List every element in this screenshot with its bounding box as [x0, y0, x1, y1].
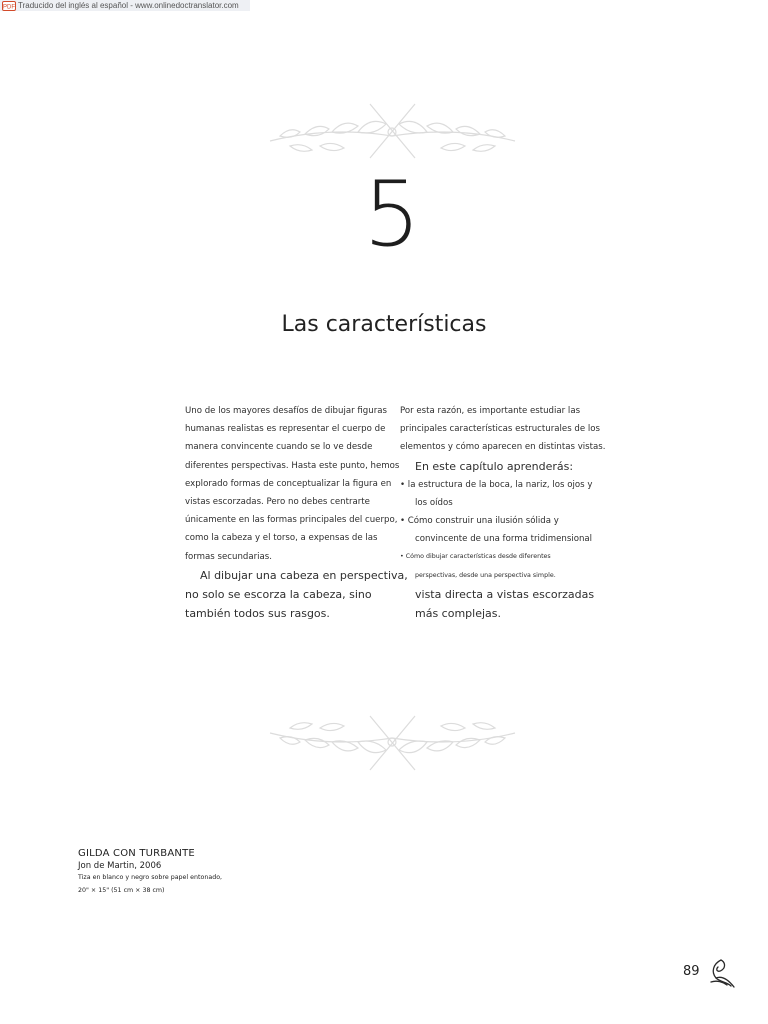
bullet-item-cont: más complejas.	[415, 606, 502, 620]
body-line: Uno de los mayores desafíos de dibujar figuras	[185, 406, 387, 416]
laurel-ornament-icon	[250, 96, 535, 166]
bullet-item-cont: vista directa a vistas escorzadas	[415, 587, 595, 601]
body-line: elementos y cómo aparecen en distintas vistas.	[400, 442, 606, 453]
body-line: explorado formas de conceptualizar la figura en	[185, 478, 392, 489]
translator-banner[interactable]	[0, 0, 250, 11]
page-number: 89	[683, 964, 700, 979]
bullet-item: • la estructura de la boca, la nariz, los ojos y	[400, 479, 593, 490]
right-column	[400, 402, 606, 623]
body-line: manera convincente cuando se lo ve desde	[185, 442, 373, 453]
chapter-title: Las características	[281, 312, 487, 337]
body-line: Por esta razón, es importante estudiar las	[400, 406, 581, 416]
svg-text:PDF: PDF	[3, 4, 15, 10]
caption-author: Jon de Martin, 2006	[78, 861, 162, 871]
body-line: también todos sus rasgos.	[185, 606, 330, 620]
body-line: vistas escorzadas. Pero no debes centrarte	[185, 497, 370, 508]
body-line: como la cabeza y el torso, a expensas de las	[185, 533, 378, 544]
quill-flourish-icon	[707, 956, 739, 990]
chapter-number: 5	[363, 162, 421, 267]
left-column	[185, 402, 408, 623]
bullet-item: • Cómo construir una ilusión sólida y	[400, 516, 559, 527]
caption-title: GILDA CON TURBANTE	[78, 848, 195, 859]
translator-logo-icon	[2, 1, 16, 11]
bullet-item-cont: los oídos	[415, 497, 453, 508]
body-line: diferentes perspectivas. Hasta este punto, hemos	[185, 460, 400, 471]
body-line: Al dibujar una cabeza en perspectiva,	[200, 568, 408, 582]
body-line: principales características estructurales de los	[400, 424, 601, 435]
body-line: humanas realistas es representar el cuerpo de	[185, 424, 386, 435]
banner-text[interactable]: Traducido del inglés al español - www.onlinedoctranslator.com	[18, 1, 239, 10]
body-line: no solo se escorza la cabeza, sino	[185, 587, 372, 601]
bullet-item: • Cómo dibujar características desde diferentes	[400, 553, 551, 561]
learning-intro: En este capítulo aprenderás:	[415, 459, 574, 473]
caption-medium: Tiza en blanco y negro sobre papel entonado,	[78, 874, 223, 881]
laurel-ornament-icon	[250, 708, 535, 778]
body-line: únicamente en las formas principales del cuerpo,	[185, 515, 398, 526]
bullet-item-cont: convincente de una forma tridimensional	[415, 534, 593, 545]
body-line: formas secundarias.	[185, 551, 273, 562]
bullet-item-cont: perspectivas, desde una perspectiva simple.	[415, 571, 556, 579]
artwork-caption	[78, 848, 222, 897]
caption-size: 20" × 15" (51 cm × 38 cm)	[78, 887, 165, 894]
